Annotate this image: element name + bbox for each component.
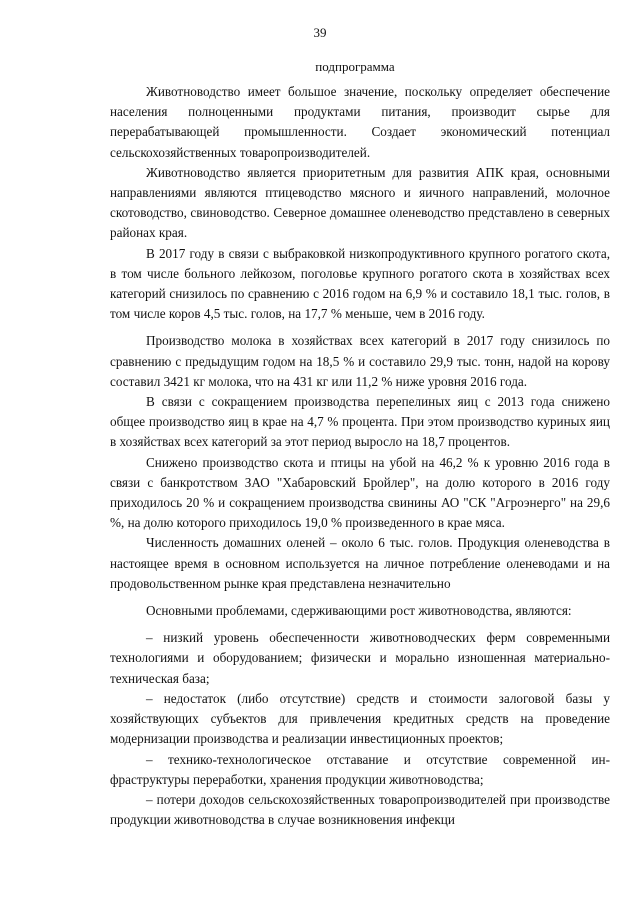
paragraph-eggs: В связи с сокращением производства перепелиных яиц с 2013 года снижено общее производство яиц в крае на 4,7 % процента. При этом производство куриных яиц в хозяйствах всех категорий за этот период выросло на 18,7 процентов.	[110, 394, 610, 450]
paragraph-milk: Производство молока в хозяйствах всех категорий в 2017 году снизилось по сравнению с предыдущим годом на 18,5 % и составило 29,9 тыс. тонн, надой на корову составил 3421 кг молока, что на 431 кг или 11,2 % ниже уровня 2016 года.	[110, 333, 610, 389]
page-number: 39	[313, 25, 327, 40]
paragraph-cattle: В 2017 году в связи с выбраковкой низкопродуктивного крупного рогатого скота, в том числе больного лейкозом, поголовье крупного рогатого скота в хозяйствах всех категорий снизилось по сравнению с 2016 годом на 6,9 % и составило 18,1 тыс. голов, в том числе коров 4,5 тыс. голов, на 17,7 % меньше, чем в 2016 году.	[110, 245, 610, 322]
document-body	[110, 82, 610, 830]
paragraph-problems-intro: Основными проблемами, сдерживающими рост животноводства, являются:	[146, 603, 572, 619]
list-item-infrastructure: – технико-технологическое отставание и отсутствие современной инфраструктуры переработки, хранения продукции животноводства;	[110, 751, 610, 787]
section-subtitle: подпрограмма	[315, 59, 395, 74]
paragraph-importance: Животноводство имеет большое значение, поскольку определяет обеспечение населения полноценными продуктами питания, производит сырье для перерабатывающей промышленности. Создает экономический потенциал сельскохозяйственных товаропроизводителей.	[110, 84, 610, 160]
list-item-technology: – низкий уровень обеспеченности животноводческих ферм современными технологиями и оборудованием; физически и морально изношенная материально-техническая база;	[110, 630, 610, 686]
paragraph-meat: Снижено производство скота и птицы на убой на 46,2 % к уровню 2016 года в связи с банкротством ЗАО "Хабаровский Бройлер", на долю которого в 2016 году приходилось 20 % и сокращением производства свинины АО "СК "Агроэнерго" на 29,6 %, на долю которого приходилось 19,0 % произведенного в крае мяса.	[110, 454, 610, 531]
paragraph-priorities: Животноводство является приоритетным для развития АПК края, основными направлениями являются птицеводство мясного и яичного направлений, молочное скотоводство, свиноводство. Северное домашнее оленеводство представлено в северных районах края.	[110, 164, 610, 241]
list-item-funding: – недостаток (либо отсутствие) средств и стоимости залоговой базы у хозяйствующих субъектов для привлечения кредитных средств на проведение модернизации производства и реализации инвестиционных проектов;	[110, 690, 610, 747]
list-item-losses: – потери доходов сельскохозяйственных товаропроизводителей при производстве продукции животноводства в случае возникновения инфекци	[110, 791, 610, 828]
paragraph-reindeer: Численность домашних оленей – около 6 тыс. голов. Продукция оленеводства в настоящее время в основном используется на личное потребление оленеводами и на продовольственном рынке края представлена незначительно	[110, 535, 610, 591]
